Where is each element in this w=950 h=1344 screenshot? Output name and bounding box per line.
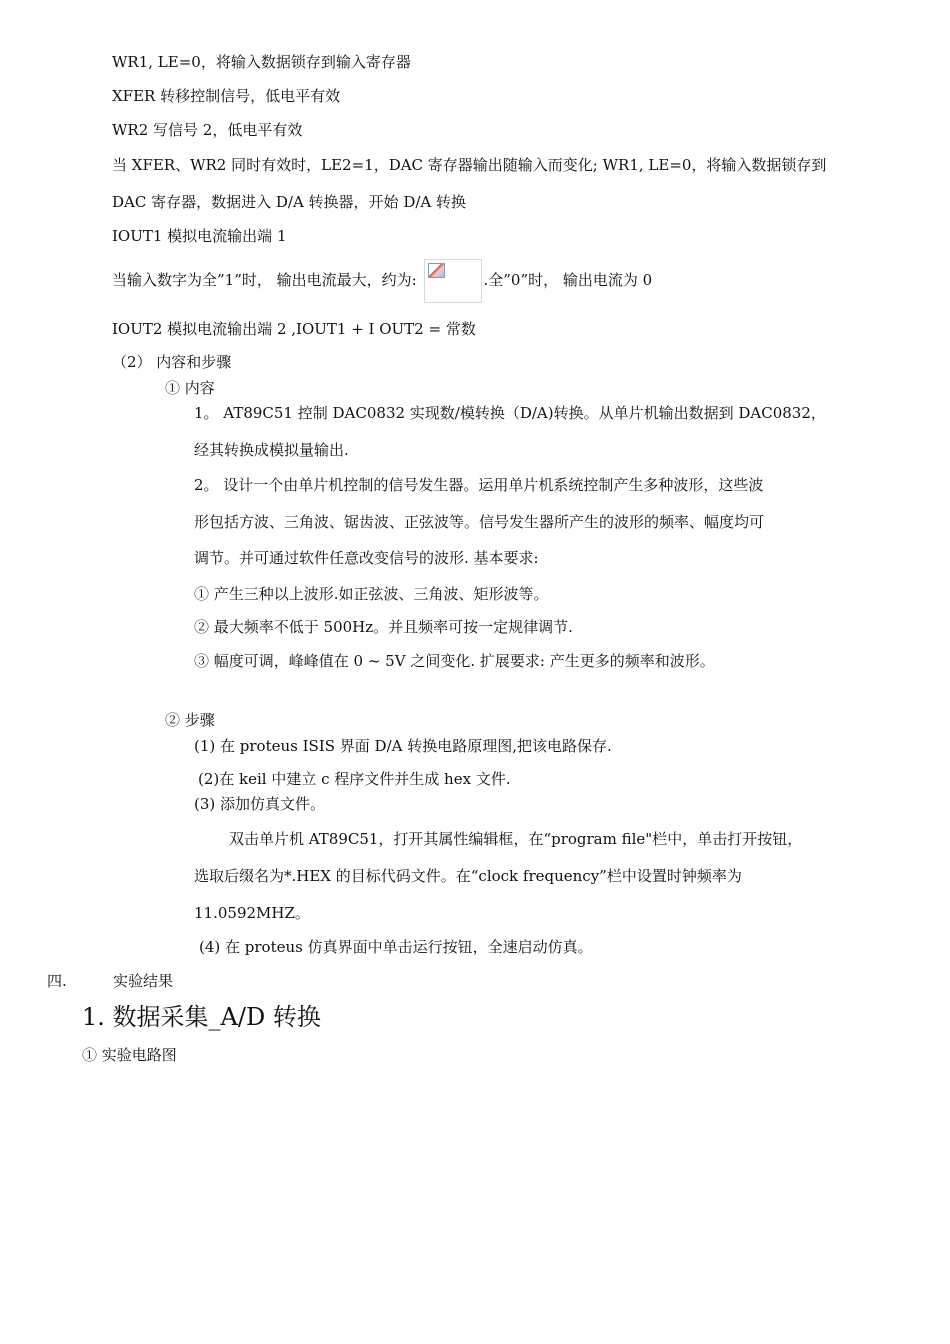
requirement-3: ③ 幅度可调，峰峰值在 0 ~ 5V 之间变化. 扩展要求: 产生更多的频率和波形。 xyxy=(194,652,715,670)
requirement-2: ② 最大频率不低于 500Hz。并且频率可按一定规律调节. xyxy=(194,618,573,636)
text-line-xfer-wr2: 当 XFER、WR2 同时有效时，LE2=1，DAC 寄存器输出随输入而变化; WR1, LE=0，将输入数据锁存到 xyxy=(112,156,827,174)
step-2: (2)在 keil 中建立 c 程序文件并生成 hex 文件. xyxy=(198,770,511,788)
subsection-steps: ② 步骤 xyxy=(165,711,215,729)
text-line-xfer: XFER 转移控制信号，低电平有效 xyxy=(112,87,341,105)
formula-image xyxy=(424,259,482,303)
step-3-detail1: 双击单片机 AT89C51，打开其属性编辑框，在“program file"栏中，单击打开按钮， xyxy=(229,830,803,848)
step-1: (1) 在 proteus ISIS 界面 D/A 转换电路原理图,把该电路保存. xyxy=(194,737,612,755)
text-line-dac-register: DAC 寄存器，数据进入 D/A 转换器，开始 D/A 转换 xyxy=(112,193,467,211)
content-item-1: 1。 AT89C51 控制 DAC0832 实现数/模转换（D/A)转换。从单片机输出数据到 DAC0832， xyxy=(194,404,826,422)
text-line-iout1: IOUT1 模拟电流输出端 1 xyxy=(112,227,287,245)
section-4-number: 四. xyxy=(47,972,67,990)
section-contents-steps: （2） 内容和步骤 xyxy=(112,353,232,371)
text-line-wr2: WR2 写信号 2，低电平有效 xyxy=(112,121,303,139)
subsection-contents: ① 内容 xyxy=(165,379,215,397)
content-item-1-cont: 经其转换成模拟量输出. xyxy=(194,441,349,459)
content-item-2-cont1: 形包括方波、三角波、锯齿波、正弦波等。信号发生器所产生的波形的频率、幅度均可 xyxy=(194,513,765,531)
step-3-detail3: 11.0592MHZ。 xyxy=(194,904,310,922)
text-line-max-current xyxy=(112,258,652,303)
subheading-circuit-diagram: ① 实验电路图 xyxy=(82,1046,177,1064)
step-4: (4) 在 proteus 仿真界面中单击运行按钮，全速启动仿真。 xyxy=(199,938,593,956)
max-current-text: 当输入数字为全”1”时， 输出电流最大，约为: xyxy=(112,271,417,289)
zero-current-text: .全”0”时， 输出电流为 0 xyxy=(483,271,653,289)
step-3: (3) 添加仿真文件。 xyxy=(194,795,326,813)
section-4-title: 实验结果 xyxy=(113,972,174,990)
broken-image-icon xyxy=(428,263,445,278)
content-item-2-cont2: 调节。并可通过软件任意改变信号的波形. 基本要求: xyxy=(194,549,539,567)
text-line-wr1: WR1, LE=0，将输入数据锁存到输入寄存器 xyxy=(112,53,411,71)
requirement-1: ① 产生三种以上波形.如正弦波、三角波、矩形波等。 xyxy=(194,585,549,603)
text-line-iout2: IOUT2 模拟电流输出端 2 ,IOUT1 + I OUT2 = 常数 xyxy=(112,320,476,338)
content-item-2: 2。 设计一个由单片机控制的信号发生器。运用单片机系统控制产生多种波形，这些波 xyxy=(194,476,764,494)
step-3-detail2: 选取后缀名为*.HEX 的目标代码文件。在“clock frequency”栏中设置时钟频率为 xyxy=(194,867,742,885)
heading-ad-conversion: 1. 数据采集_A/D 转换 xyxy=(82,1003,321,1031)
